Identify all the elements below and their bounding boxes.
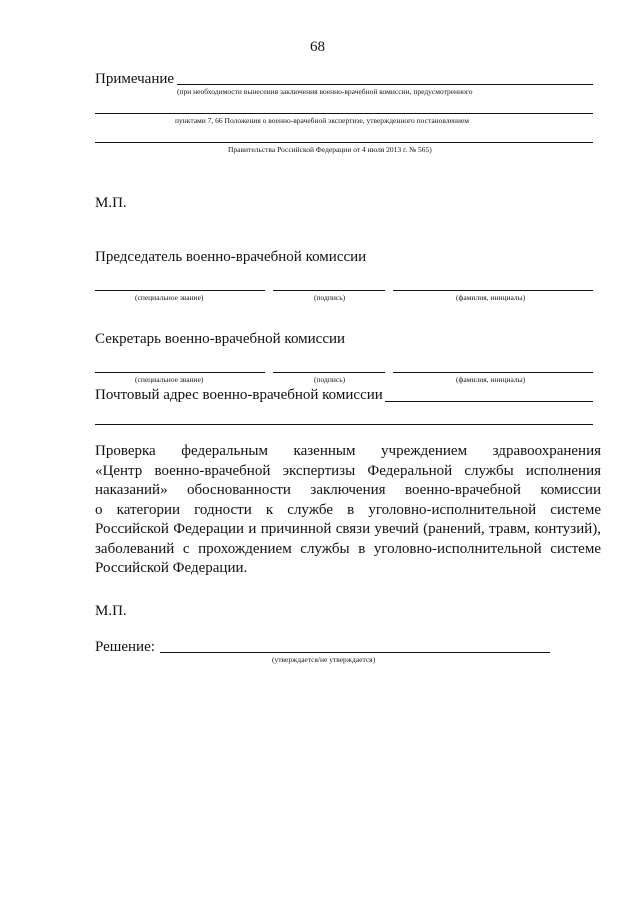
verification-line: заболеваний с прохождением службы в уголовно-исполнительной системе: [95, 540, 601, 557]
decision-label: Решение:: [95, 639, 155, 655]
stamp-mark: М.П.: [95, 195, 127, 211]
note-line-1: [177, 84, 593, 85]
decision-caption: (утверждается/не утверждается): [272, 655, 376, 664]
note-line-2: [95, 113, 593, 114]
secretary-title: Секретарь военно-врачебной комиссии: [95, 331, 346, 347]
chairman-sign-caption: (подпись): [314, 293, 346, 302]
note-label: Примечание: [95, 71, 175, 87]
secretary-rank-line: [95, 372, 265, 373]
verification-line: «Центр военно-врачебной экспертизы Федеральной службы исполнения: [95, 462, 601, 479]
note-line-3: [95, 142, 593, 143]
stamp-mark: М.П.: [95, 603, 127, 619]
chairman-name-caption: (фамилия, инициалы): [456, 293, 526, 302]
verification-line: Российской Федерации и причинной связи увечий (ранений, травм, контузий),: [95, 521, 601, 537]
chairman-title: Председатель военно-врачебной комиссии: [95, 249, 367, 265]
page-number: 68: [310, 39, 325, 55]
chairman-name-line: [393, 290, 593, 291]
verification-line: о категории годности к службе в уголовно-исполнительной системе: [95, 501, 601, 518]
decision-line: [160, 652, 550, 653]
secretary-rank-caption: (специальное звание): [135, 375, 204, 384]
chairman-rank-caption: (специальное звание): [135, 293, 204, 302]
chairman-sign-line: [273, 290, 385, 291]
postal-address-line-1: [385, 401, 593, 402]
verification-line: наказаний» обоснованности заключения военно-врачебной комиссии: [95, 482, 601, 498]
secretary-sign-line: [273, 372, 385, 373]
secretary-name-caption: (фамилия, инициалы): [456, 375, 526, 384]
secretary-name-line: [393, 372, 593, 373]
postal-address-label: Почтовый адрес военно-врачебной комиссии: [95, 387, 383, 403]
secretary-sign-caption: (подпись): [314, 375, 346, 384]
chairman-rank-line: [95, 290, 265, 291]
verification-line: Российской Федерации.: [95, 560, 248, 576]
postal-address-line-2: [95, 424, 593, 425]
note-hint-1: (при необходимости вынесения заключения военно-врачебной комиссии, предусмотренного: [177, 87, 473, 96]
note-hint-2: пунктами 7, 66 Положения о военно-врачебной экспертизе, утвержденного постановлением: [175, 116, 470, 125]
verification-paragraph: [95, 442, 601, 579]
verification-line: Проверка федеральным казенным учреждением здравоохранения: [95, 443, 601, 459]
note-hint-3: Правительства Российской Федерации от 4 июля 2013 г. № 565): [228, 145, 432, 154]
